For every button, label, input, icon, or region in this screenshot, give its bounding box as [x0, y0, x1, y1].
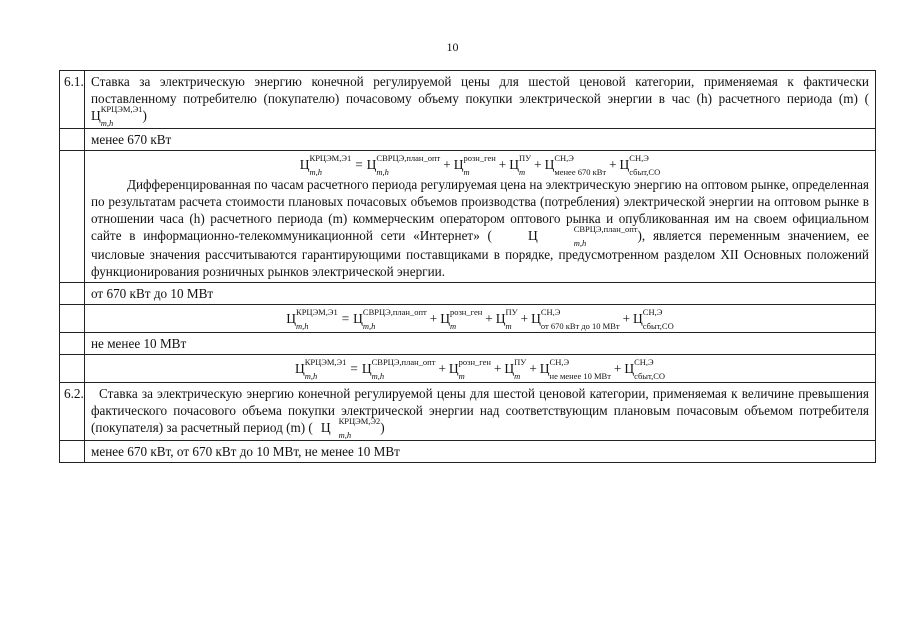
symbol-scripts [629, 152, 661, 177]
symbol-sub: m,h [338, 429, 352, 440]
plus-sign: + [520, 310, 529, 326]
term-symbol [448, 356, 491, 381]
number-cell [60, 282, 85, 304]
symbol-sup: КРЦЭМ,Э2 [338, 415, 381, 426]
symbol-sub: m,h [376, 166, 389, 177]
symbol-sup: СН,Э [634, 356, 654, 367]
inline-formula-symbol [492, 223, 638, 248]
symbol-base: Ц [361, 360, 372, 376]
section-title [85, 382, 876, 440]
symbol-scripts [463, 152, 496, 177]
symbol-sub: m,h [371, 370, 385, 381]
symbol-sup: розн_ген [458, 356, 491, 367]
term-symbol [619, 152, 661, 177]
number-cell [60, 150, 85, 282]
symbol-scripts [449, 306, 483, 331]
term-symbol [531, 306, 620, 331]
symbol-scripts [634, 356, 666, 381]
symbol-base: Ц [286, 310, 297, 326]
category-label: от 670 кВт до 10 МВт [85, 282, 876, 304]
symbol-sup: СВРЦЭ,план_опт [371, 356, 436, 367]
symbol-base: Ц [320, 419, 331, 435]
term-symbol [353, 306, 427, 331]
symbol-scripts [309, 152, 352, 177]
symbol-scripts [362, 306, 427, 331]
category-label: менее 670 кВт, от 670 кВт до 10 МВт, не менее 10 МВт [85, 440, 876, 462]
number-cell [60, 128, 85, 150]
plus-sign: + [429, 310, 438, 326]
plus-sign: + [485, 310, 493, 326]
term-symbol [495, 306, 518, 331]
symbol-sub: менее 670 кВт [554, 166, 607, 177]
symbol-sup: ПУ [518, 152, 532, 163]
symbol-sub: m,h [573, 237, 587, 248]
symbol-scripts [518, 152, 532, 177]
term-symbol [440, 306, 483, 331]
symbol-sup: КРЦЭМ,Э1 [304, 356, 347, 367]
symbol-sub: m,h [296, 320, 309, 331]
formula-description-cell [85, 150, 876, 282]
symbol-scripts [296, 306, 338, 331]
symbol-scripts [549, 356, 611, 381]
row-label [60, 440, 876, 462]
symbol-base: Ц [633, 310, 643, 326]
symbol-base: Ц [531, 310, 541, 326]
symbol-scripts [505, 306, 518, 331]
symbol-sub: m [518, 166, 526, 177]
term-symbol [539, 356, 611, 381]
symbol-sup: ПУ [505, 306, 518, 317]
symbol-sub: сбыт,СО [642, 320, 674, 331]
symbol-sup: СН,Э [549, 356, 570, 367]
row-formula [60, 354, 876, 382]
symbol-base: Ц [495, 310, 506, 326]
symbol-sup: розн_ген [449, 306, 483, 317]
symbol-sub: m [463, 166, 470, 177]
symbol-scripts [554, 152, 607, 177]
formula [91, 307, 869, 330]
category-label: менее 670 кВт [85, 128, 876, 150]
symbol-sup: КРЦЭМ,Э1 [100, 103, 143, 114]
section-title-text: Ставка за электрическую энергию конечной регулируемой цены для шестой ценовой категории, применяемая к фактически поставленному потребителю (покупателю) почасовому объему покупки электрической энергии в час (h) расчетного периода (m) ( [91, 74, 869, 106]
number-cell [60, 304, 85, 332]
symbol-base: Ц [299, 156, 310, 172]
description-text: Дифференцированная по часам расчетного периода регулируемая цена на электрическую энергию на оптовом рынке, определенная по результатам расчета стоимости плановых почасовых объемов производства (потребления) электрической энергии на оптовом рынке в отношении часа (h) расчетного периода (m) коммерческим оператором оптового рынка и опубликованная им на своем официальном сайте в информационно-телекоммуникационной сети «Интернет» ( [91, 176, 869, 243]
plus-sign: + [534, 156, 542, 172]
symbol-sub: m,h [304, 370, 318, 381]
symbol-sub: m [449, 320, 457, 331]
symbol-scripts [304, 356, 347, 381]
number-cell [60, 332, 85, 354]
symbol-sub: m,h [362, 320, 376, 331]
plus-sign: + [613, 360, 622, 376]
symbol-sup: СВРЦЭ,план_опт [573, 223, 638, 234]
symbol-sub: сбыт,СО [629, 166, 661, 177]
symbol-base: Ц [624, 360, 635, 376]
section-title-text: Ставка за электрическую энергию конечной регулируемой цены для шестой ценовой категории, применяемая к величине превышения фактического почасового объема покупки электрической энергии над соответствующим плановым почасовым объемом потребителя (покупателя) за расчетный период (m) ( [91, 385, 869, 435]
category-label: не менее 10 МВт [85, 332, 876, 354]
section-number: 6.1. [60, 71, 85, 129]
symbol-scripts [458, 356, 491, 381]
equals-sign: = [350, 360, 358, 376]
symbol-base: Ц [527, 227, 538, 243]
symbol-sub: m [458, 370, 465, 381]
symbol-sub: m,h [309, 166, 323, 177]
section-number: 6.2. [60, 382, 85, 440]
term-symbol [544, 152, 607, 177]
term-symbol [633, 306, 674, 331]
formula [91, 357, 869, 380]
symbol-sub: m,h [100, 117, 114, 128]
symbol-base: Ц [448, 360, 459, 376]
plus-sign: + [529, 360, 537, 376]
plus-sign: + [622, 310, 631, 326]
section-6-2-title-row [60, 382, 876, 440]
formula-cell [85, 354, 876, 382]
symbol-scripts [331, 415, 381, 440]
section-6-1-title-row [60, 71, 876, 129]
plus-sign: + [493, 360, 502, 376]
tariff-table [59, 70, 876, 463]
term-symbol [504, 356, 527, 381]
row-formula-description [60, 150, 876, 282]
symbol-sup: КРЦЭМ,Э1 [296, 306, 338, 317]
lhs-symbol [299, 152, 352, 177]
symbol-sup: КРЦЭМ,Э1 [309, 152, 352, 163]
symbol-base: Ц [91, 108, 101, 123]
title-formula-symbol [91, 103, 143, 128]
symbol-sup: СВРЦЭ,план_опт [376, 152, 441, 163]
term-symbol [366, 152, 441, 177]
symbol-sup: СН,Э [540, 306, 561, 317]
plus-sign: + [498, 156, 507, 172]
symbol-base: Ц [453, 156, 464, 172]
formula-cell [85, 304, 876, 332]
lhs-symbol [294, 356, 347, 381]
symbol-scripts [100, 103, 143, 128]
symbol-sub: m [514, 370, 521, 381]
symbol-base: Ц [544, 156, 555, 172]
row-formula [60, 304, 876, 332]
formula [91, 153, 869, 176]
term-symbol [453, 152, 496, 177]
symbol-scripts [538, 223, 638, 248]
plus-sign: + [443, 156, 451, 172]
symbol-scripts [371, 356, 436, 381]
symbol-sup: розн_ген [463, 152, 496, 163]
row-label [60, 332, 876, 354]
number-cell [60, 440, 85, 462]
symbol-base: Ц [353, 310, 363, 326]
symbol-sub: m [505, 320, 512, 331]
symbol-base: Ц [504, 360, 515, 376]
symbol-sup: СВРЦЭ,план_опт [362, 306, 427, 317]
description-text: ), является переменным значением, ее числовые значения рассчитываются гарантирующими поставщиками в порядке, предусмотренном разделом XII Основных положений функционирования розничных рынков электрической энергии. [91, 227, 869, 279]
symbol-sup: СН,Э [554, 152, 574, 163]
term-symbol [509, 152, 532, 177]
description-paragraph [91, 176, 869, 280]
page-number: 10 [446, 40, 459, 54]
title-close-paren: ) [380, 419, 385, 435]
row-label [60, 128, 876, 150]
term-symbol [624, 356, 666, 381]
symbol-scripts [540, 306, 620, 331]
section-title [85, 71, 876, 129]
symbol-base: Ц [619, 156, 630, 172]
lhs-symbol [286, 306, 338, 331]
number-cell [60, 354, 85, 382]
symbol-base: Ц [366, 156, 377, 172]
symbol-sup: СН,Э [629, 152, 649, 163]
title-formula-symbol [313, 415, 381, 440]
symbol-base: Ц [440, 310, 450, 326]
plus-sign: + [438, 360, 446, 376]
symbol-sup: ПУ [514, 356, 527, 367]
symbol-sub: сбыт,СО [634, 370, 666, 381]
row-label [60, 282, 876, 304]
symbol-sub: не менее 10 МВт [549, 370, 611, 381]
symbol-scripts [376, 152, 441, 177]
symbol-sup: СН,Э [642, 306, 663, 317]
symbol-scripts [642, 306, 674, 331]
symbol-base: Ц [509, 156, 519, 172]
term-symbol [361, 356, 436, 381]
symbol-base: Ц [294, 360, 305, 376]
symbol-base: Ц [539, 360, 550, 376]
equals-sign: = [341, 310, 350, 326]
equals-sign: = [355, 156, 363, 172]
plus-sign: + [609, 156, 617, 172]
symbol-scripts [514, 356, 527, 381]
title-close-paren: ) [142, 108, 147, 123]
symbol-sub: от 670 кВт до 10 МВт [540, 320, 620, 331]
